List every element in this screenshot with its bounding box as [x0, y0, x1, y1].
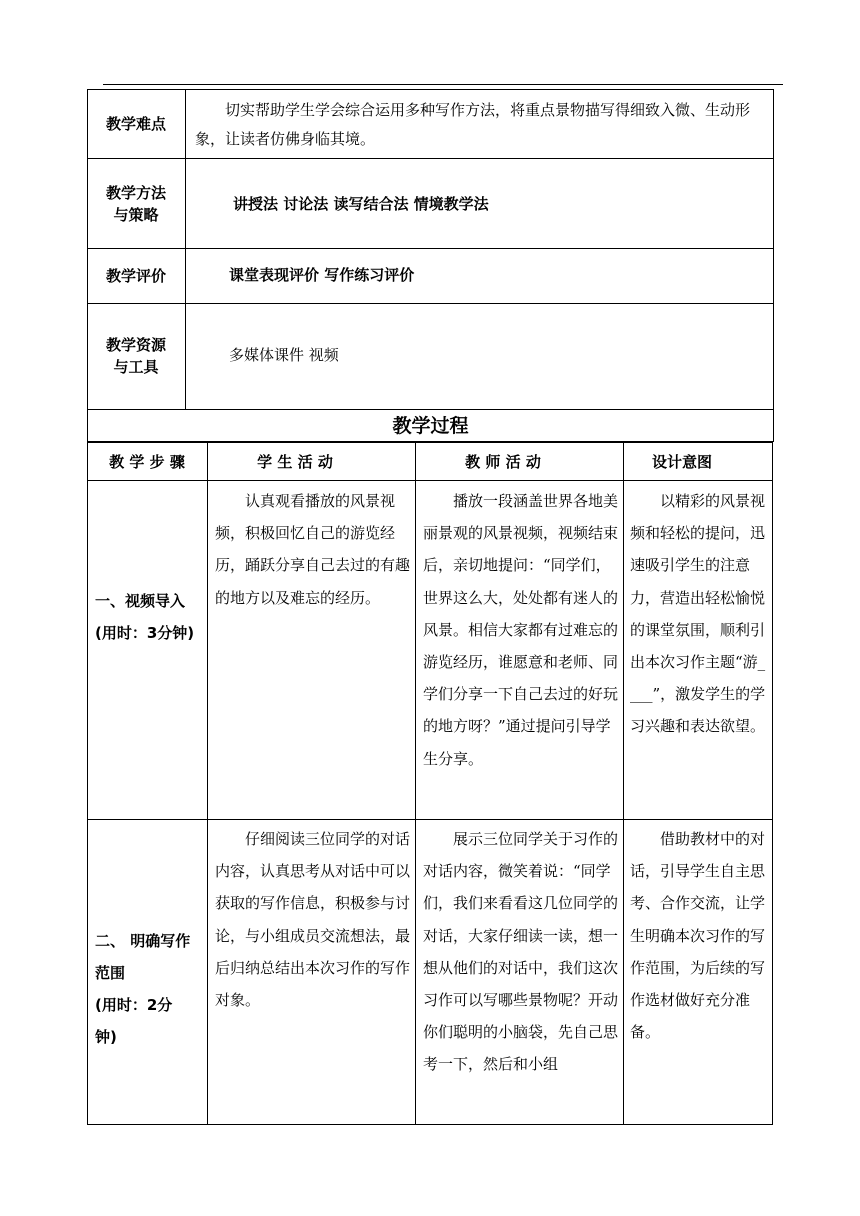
process-col-divider [207, 442, 208, 1125]
col-header-step: 教 学 步 骤 [109, 453, 185, 471]
col-header-teacher: 教 师 活 动 [465, 453, 541, 471]
method-label: 教学方法与策略 [105, 184, 166, 224]
resources-value: 多媒体课件 视频 [229, 346, 339, 364]
student-activity: 仔细阅读三位同学的对话内容，认真思考从对话中可以获取的写作信息，积极参与讨论，与小组成员交流想法，最后归纳总结出本次习作的写作对象。 [215, 830, 411, 1010]
student-activity: 认真观看播放的风景视频，积极回忆自己的游览经历，踊跃分享自己去过的有趣的地方以及难忘的经历。 [215, 492, 411, 607]
info-table-divider [185, 89, 186, 409]
resources-label: 教学资源与工具 [105, 336, 166, 376]
evaluation-value: 课堂表现评价 写作练习评价 [229, 266, 415, 284]
teacher-activity: 播放一段涵盖世界各地美丽景观的风景视频，视频结束后，亲切地提问：“同学们，世界这么大，处处都有迷人的风景。相信大家都有过难忘的游览经历，谁愿意和老师、同学们分享一下自己去过的好玩的地方呀？”通过提问引导学生分享。 [423, 492, 619, 768]
method-value: 讲授法 讨论法 读写结合法 情境教学法 [233, 195, 489, 213]
info-row-separator [87, 158, 774, 159]
step-label: 二、 明确写作范围 (用时：2分钟) [95, 932, 191, 1046]
section-title: 教学过程 [392, 415, 469, 437]
col-header-intent: 设计意图 [651, 453, 712, 471]
design-intent: 借助教材中的对话，引导学生自主思考、合作交流，让学生明确本次习作的写作范围，为后续的写作选材做好充分准备。 [630, 830, 766, 1042]
evaluation-label: 教学评价 [105, 267, 166, 285]
step-label: 一、视频导入 (用时：3分钟) [95, 592, 195, 642]
teacher-activity: 展示三位同学关于习作的对话内容，微笑着说：“同学们，我们来看看这几位同学的对话，大家仔细读一读，想一想从他们的对话中，我们这次习作可以写哪些景物呢？开动你们聪明的小脑袋，先自己思考一下，然后和小组 [423, 830, 619, 1074]
difficulty-value: 切实帮助学生学会综合运用多种写作方法，将重点景物描写得细致入微、生动形象，让读者仿佛身临其境。 [195, 101, 751, 148]
info-row-separator [87, 248, 774, 249]
process-col-divider [623, 442, 624, 1125]
process-col-divider [415, 442, 416, 1125]
info-row-separator [87, 303, 774, 304]
process-row-separator [87, 819, 773, 820]
info-row-separator [87, 409, 774, 410]
process-row-separator [87, 480, 773, 481]
difficulty-label: 教学难点 [105, 115, 166, 133]
page-header-rule [103, 84, 783, 85]
design-intent: 以精彩的风景视频和轻松的提问，迅速吸引学生的注意力，营造出轻松愉悦的课堂氛围，顺利引出本次习作主题“游____”，激发学生的学习兴趣和表达欲望。 [630, 492, 766, 736]
col-header-student: 学 生 活 动 [257, 453, 333, 471]
